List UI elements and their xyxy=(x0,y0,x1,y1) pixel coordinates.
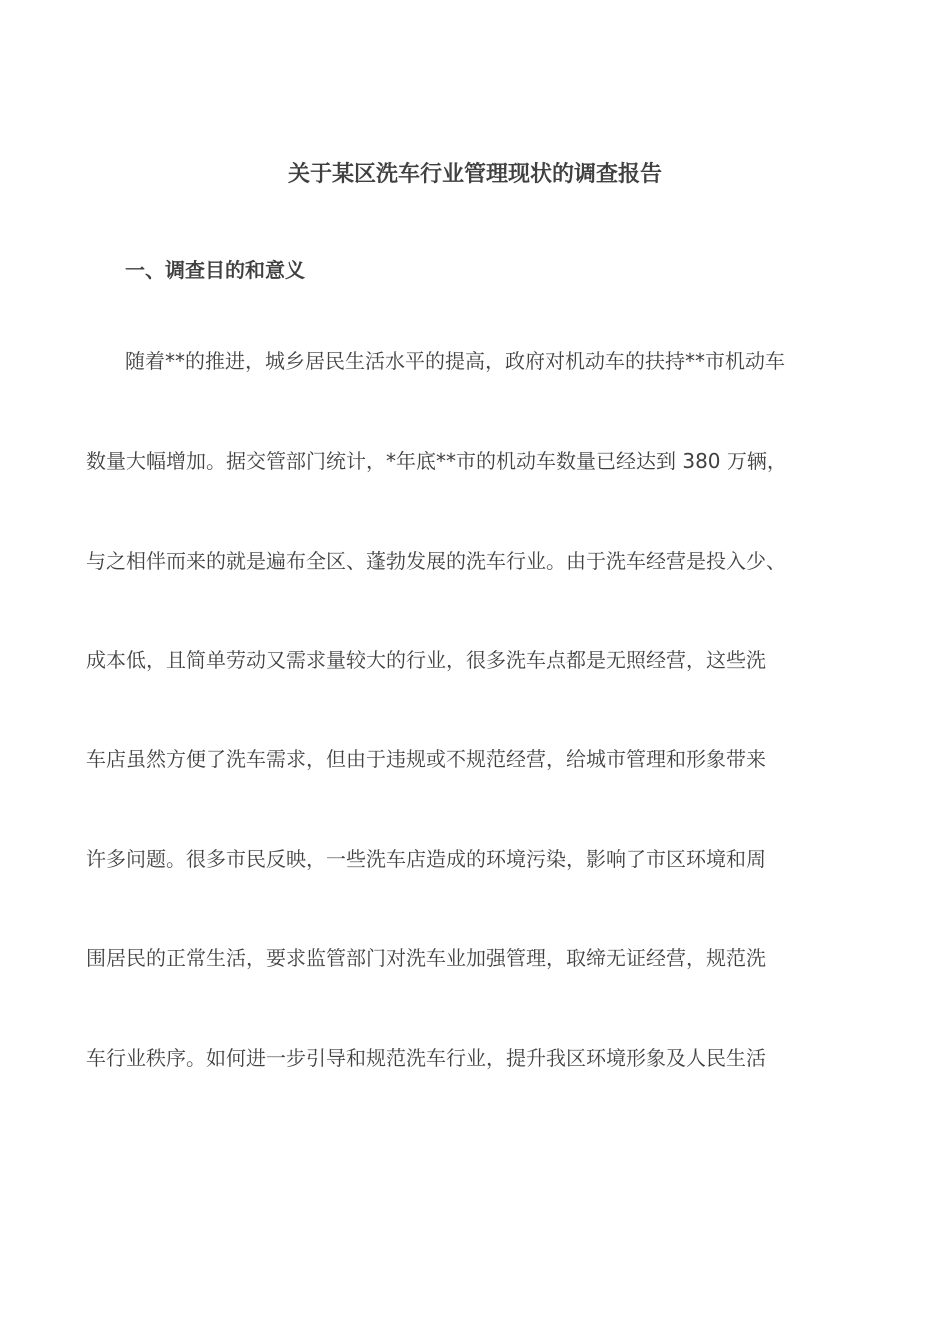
paragraph-line: 数量大幅增加。据交管部门统计，*年底**市的机动车数量已经达到 380 万辆， xyxy=(86,449,787,473)
paragraph-line: 随着**的推进，城乡居民生活水平的提高，政府对机动车的扶持**市机动车 xyxy=(125,349,785,373)
paragraph-line: 围居民的正常生活，要求监管部门对洗车业加强管理，取缔无证经营，规范洗 xyxy=(86,946,766,970)
paragraph-line: 与之相伴而来的就是遍布全区、蓬勃发展的洗车行业。由于洗车经营是投入少、 xyxy=(86,549,786,573)
paragraph-line: 车行业秩序。如何进一步引导和规范洗车行业，提升我区环境形象及人民生活 xyxy=(86,1046,766,1070)
document-title: 关于某区洗车行业管理现状的调查报告 xyxy=(287,162,662,187)
section-heading: 一、调查目的和意义 xyxy=(125,258,305,282)
paragraph-line: 许多问题。很多市民反映，一些洗车店造成的环境污染，影响了市区环境和周 xyxy=(86,847,766,871)
paragraph-line: 成本低，且简单劳动又需求量较大的行业，很多洗车点都是无照经营，这些洗 xyxy=(86,648,766,672)
paragraph-line: 车店虽然方便了洗车需求，但由于违规或不规范经营，给城市管理和形象带来 xyxy=(86,747,766,771)
